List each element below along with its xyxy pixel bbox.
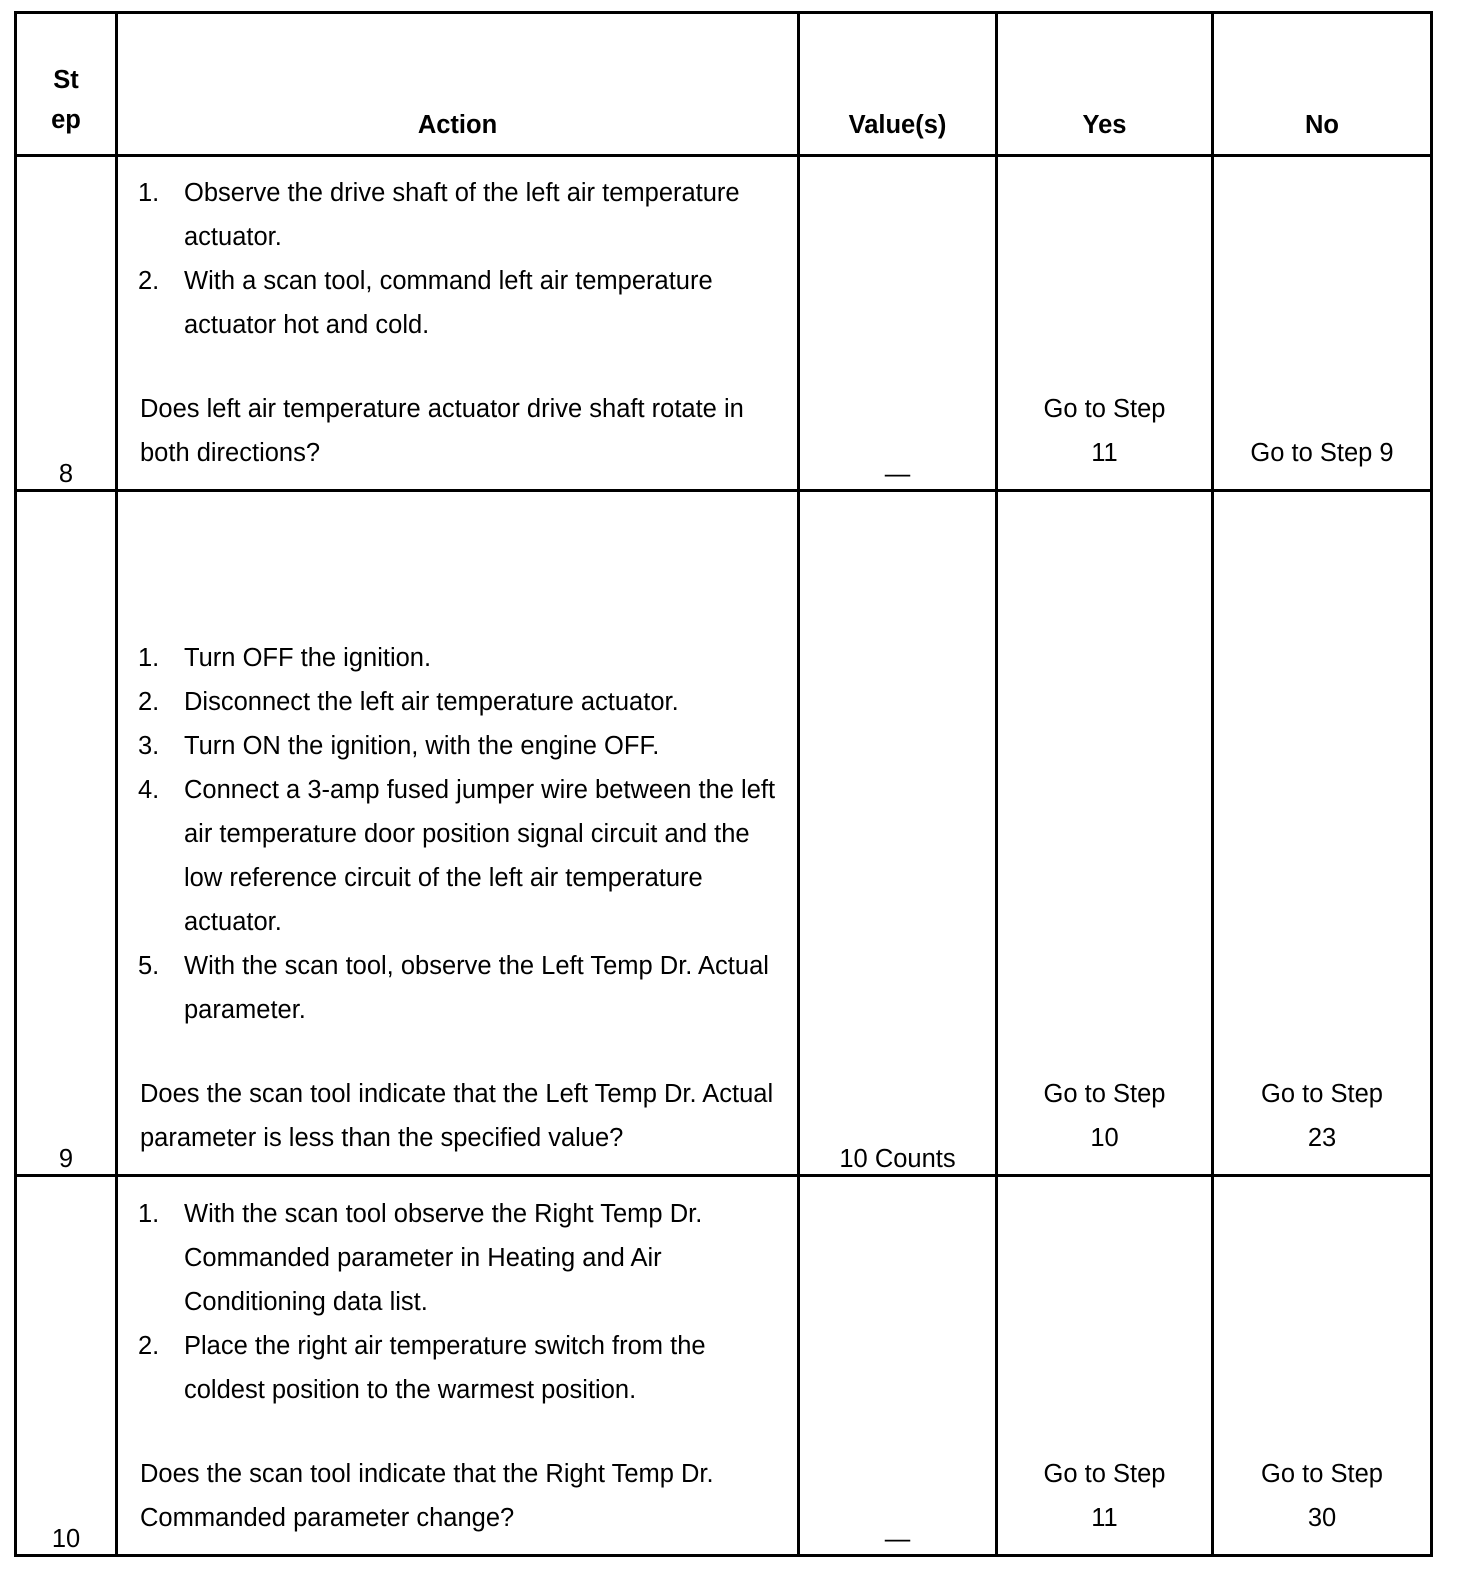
table-row: [16, 1176, 1432, 1556]
value-cell: —: [799, 156, 997, 491]
header-step-line1: St: [53, 66, 79, 94]
step-number: 10: [16, 1176, 117, 1556]
action-item: [134, 1192, 789, 1324]
action-text: Turn OFF the ignition.: [184, 644, 432, 672]
action-cell: [117, 1176, 799, 1556]
action-text: Turn ON the ignition, with the engine OFF.: [184, 732, 660, 760]
action-item: [134, 724, 789, 768]
table-row: [16, 491, 1432, 1176]
no-goto: Go to Step 9: [1250, 439, 1394, 467]
yes-goto: Go to Step 11: [1043, 395, 1166, 467]
action-text: With a scan tool, command left air temperature actuator hot and cold.: [184, 267, 713, 339]
action-item: [134, 768, 789, 944]
value-cell: 10 Counts: [799, 491, 997, 1176]
action-question: Does the scan tool indicate that the Left Temp Dr. Actual parameter is less than the specified value?: [140, 1080, 774, 1152]
action-num: 1.: [138, 179, 160, 207]
diagnostic-table: [14, 11, 1433, 1557]
action-item: [134, 171, 789, 259]
yes-cell: [997, 156, 1213, 491]
value-cell: —: [799, 1176, 997, 1556]
action-num: 2.: [138, 1332, 160, 1360]
action-num: 2.: [138, 688, 160, 716]
action-text: With the scan tool, observe the Left Temp Dr. Actual parameter.: [184, 952, 769, 1024]
action-num: 5.: [138, 952, 160, 980]
action-question: Does the scan tool indicate that the Right Temp Dr. Commanded parameter change?: [140, 1460, 714, 1532]
header-step-line2: ep: [51, 106, 81, 134]
action-item: [134, 944, 789, 1032]
no-cell: [1213, 1176, 1432, 1556]
action-item: [134, 1324, 789, 1412]
no-goto: Go to Step 30: [1261, 1460, 1383, 1532]
step-number: 8: [16, 156, 117, 491]
no-goto: Go to Step 23: [1261, 1080, 1383, 1152]
action-item: [134, 680, 789, 724]
step-number: 9: [16, 491, 117, 1176]
no-cell: [1213, 491, 1432, 1176]
action-num: 1.: [138, 1200, 160, 1228]
table-row: [16, 156, 1432, 491]
header-values: Value(s): [799, 13, 997, 156]
action-cell: [117, 156, 799, 491]
yes-goto: Go to Step 11: [1043, 1460, 1166, 1532]
action-num: 3.: [138, 732, 160, 760]
header-yes: Yes: [997, 13, 1213, 156]
no-cell: [1213, 156, 1432, 491]
yes-goto: Go to Step 10: [1043, 1080, 1166, 1152]
action-text: Connect a 3-amp fused jumper wire between the left air temperature door position signal circuit and the low reference circuit of the left air temperature actuator.: [184, 776, 776, 936]
header-step: [16, 13, 117, 156]
action-text: Place the right air temperature switch from the coldest position to the warmest position.: [184, 1332, 706, 1404]
action-num: 4.: [138, 776, 160, 804]
header-no: No: [1213, 13, 1432, 156]
table-header-row: [16, 13, 1432, 156]
action-cell: [117, 491, 799, 1176]
action-num: 1.: [138, 644, 160, 672]
header-action: Action: [117, 13, 799, 156]
action-text: With the scan tool observe the Right Temp Dr. Commanded parameter in Heating and Air Conditioning data list.: [184, 1200, 703, 1316]
action-item: [134, 636, 789, 680]
yes-cell: [997, 491, 1213, 1176]
yes-cell: [997, 1176, 1213, 1556]
action-num: 2.: [138, 267, 160, 295]
action-question: Does left air temperature actuator drive shaft rotate in both directions?: [140, 395, 744, 467]
action-text: Observe the drive shaft of the left air temperature actuator.: [184, 179, 740, 251]
action-text: Disconnect the left air temperature actuator.: [184, 688, 679, 716]
action-item: [134, 259, 789, 347]
